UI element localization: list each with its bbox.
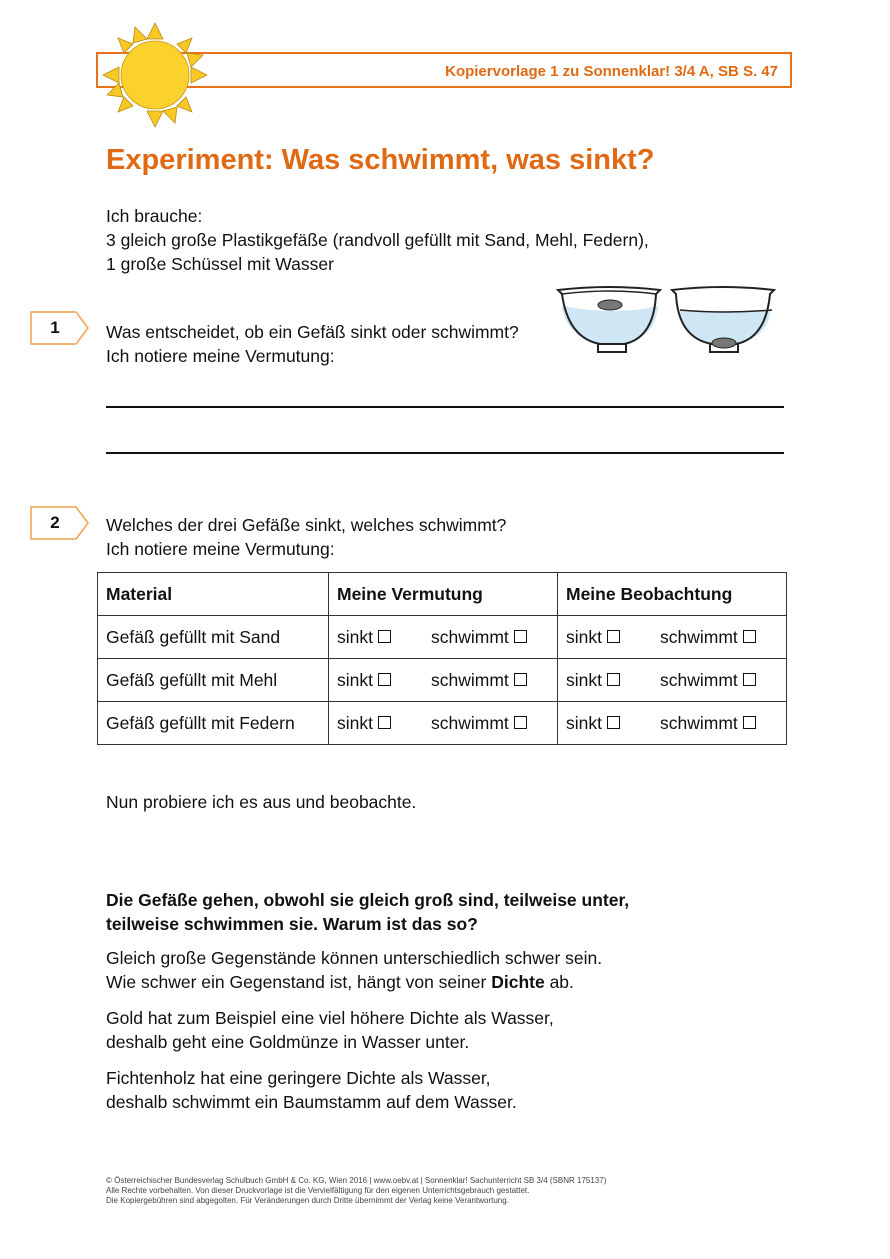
checkbox[interactable] bbox=[743, 630, 756, 643]
sink-option[interactable] bbox=[566, 670, 660, 691]
explanation-paragraph bbox=[106, 1006, 554, 1054]
task-instruction: Ich notiere meine Vermutung: bbox=[106, 539, 335, 559]
question-line: Die Gefäße gehen, obwohl sie gleich groß sind, teilweise unter, bbox=[106, 890, 630, 910]
paragraph-line: Gleich große Gegenstände können unterschiedlich schwer sein. bbox=[106, 948, 603, 968]
paragraph-line bbox=[106, 970, 602, 994]
table-row bbox=[98, 616, 787, 659]
material-cell: Gefäß gefüllt mit Sand bbox=[98, 616, 329, 659]
observation-cell bbox=[558, 702, 787, 745]
materials-list bbox=[106, 204, 649, 276]
checkbox[interactable] bbox=[514, 716, 527, 729]
answer-line[interactable] bbox=[106, 406, 784, 408]
option-label: sinkt bbox=[337, 712, 373, 733]
checkbox[interactable] bbox=[607, 673, 620, 686]
table-row bbox=[98, 659, 787, 702]
materials-line: 3 gleich große Plastikgefäße (randvoll gefüllt mit Sand, Mehl, Federn), bbox=[106, 230, 649, 250]
material-cell: Gefäß gefüllt mit Federn bbox=[98, 702, 329, 745]
option-label: schwimmt bbox=[431, 712, 509, 733]
task-number: 1 bbox=[50, 318, 60, 337]
page-title: Experiment: Was schwimmt, was sinkt? bbox=[106, 144, 655, 176]
float-option[interactable] bbox=[431, 627, 527, 648]
option-label: schwimmt bbox=[660, 626, 738, 647]
sun-icon bbox=[100, 20, 210, 130]
checkbox[interactable] bbox=[607, 716, 620, 729]
footer-line: © Österreichischer Bundesverlag Schulbuch GmbH & Co. KG, Wien 2016 | www.oebv.at | Sonnenklar! Sachunterricht SB 3/4 (SBNR 175137) bbox=[106, 1176, 607, 1185]
footer-line: Die Kopiergebühren sind abgegolten. Für Veränderungen durch Dritte übernimmt der Verlag keine Verantwortung. bbox=[106, 1196, 509, 1205]
explanation-paragraph bbox=[106, 946, 602, 994]
table-header: Meine Beobachtung bbox=[558, 573, 787, 616]
option-label: sinkt bbox=[337, 626, 373, 647]
table-row bbox=[98, 702, 787, 745]
task-number: 2 bbox=[50, 513, 60, 532]
observation-cell bbox=[558, 616, 787, 659]
materials-line: 1 große Schüssel mit Wasser bbox=[106, 254, 334, 274]
sink-option[interactable] bbox=[566, 713, 660, 734]
table-header-row bbox=[98, 573, 787, 616]
task-instruction: Ich notiere meine Vermutung: bbox=[106, 346, 335, 366]
checkbox[interactable] bbox=[514, 673, 527, 686]
guess-cell bbox=[329, 702, 558, 745]
material-cell: Gefäß gefüllt mit Mehl bbox=[98, 659, 329, 702]
paragraph-line: Fichtenholz hat eine geringere Dichte als Wasser, bbox=[106, 1068, 491, 1088]
task-2-marker bbox=[30, 506, 90, 540]
highlight-term: Dichte bbox=[491, 972, 545, 992]
footer bbox=[106, 1176, 606, 1206]
try-text: Nun probiere ich es aus und beobachte. bbox=[106, 792, 417, 812]
float-option[interactable] bbox=[660, 713, 756, 734]
checkbox[interactable] bbox=[514, 630, 527, 643]
answer-line[interactable] bbox=[106, 452, 784, 454]
sink-option[interactable] bbox=[337, 627, 431, 648]
float-option[interactable] bbox=[431, 670, 527, 691]
option-label: sinkt bbox=[566, 712, 602, 733]
guess-cell bbox=[329, 616, 558, 659]
option-label: sinkt bbox=[566, 626, 602, 647]
float-option[interactable] bbox=[660, 670, 756, 691]
question-line: teilweise schwimmen sie. Warum ist das so? bbox=[106, 914, 478, 934]
checkbox[interactable] bbox=[743, 716, 756, 729]
paragraph-line: deshalb schwimmt ein Baumstamm auf dem Wasser. bbox=[106, 1092, 517, 1112]
observation-table bbox=[97, 572, 787, 745]
observation-cell bbox=[558, 659, 787, 702]
try-instruction bbox=[106, 790, 416, 814]
option-label: schwimmt bbox=[660, 712, 738, 733]
task-question: Was entscheidet, ob ein Gefäß sinkt oder schwimmt? bbox=[106, 322, 519, 342]
task-2 bbox=[106, 513, 506, 561]
header-label: Kopiervorlage 1 zu Sonnenklar! 3/4 A, SB S. 47 bbox=[445, 63, 778, 80]
explanation-paragraph bbox=[106, 1066, 517, 1114]
option-label: sinkt bbox=[566, 669, 602, 690]
checkbox[interactable] bbox=[743, 673, 756, 686]
option-label: sinkt bbox=[337, 669, 373, 690]
bowls-illustration bbox=[554, 284, 778, 360]
materials-heading: Ich brauche: bbox=[106, 206, 203, 226]
sink-option[interactable] bbox=[337, 670, 431, 691]
float-option[interactable] bbox=[431, 713, 527, 734]
sink-option[interactable] bbox=[566, 627, 660, 648]
table-header: Meine Vermutung bbox=[329, 573, 558, 616]
paragraph-line: Gold hat zum Beispiel eine viel höhere Dichte als Wasser, bbox=[106, 1008, 554, 1028]
footer-line: Alle Rechte vorbehalten. Von dieser Druckvorlage ist die Vervielfältigung für den eigenen Unterrichtsgebrauch gestattet. bbox=[106, 1186, 530, 1195]
explanation-question bbox=[106, 888, 629, 936]
guess-cell bbox=[329, 659, 558, 702]
text-span: Wie schwer ein Gegenstand ist, hängt von seiner bbox=[106, 972, 492, 992]
checkbox[interactable] bbox=[607, 630, 620, 643]
task-1-marker bbox=[30, 311, 90, 345]
option-label: schwimmt bbox=[660, 669, 738, 690]
task-1 bbox=[106, 320, 519, 368]
checkbox[interactable] bbox=[378, 673, 391, 686]
option-label: schwimmt bbox=[431, 669, 509, 690]
text-span: ab. bbox=[544, 972, 574, 992]
paragraph-line: deshalb geht eine Goldmünze in Wasser unter. bbox=[106, 1032, 470, 1052]
checkbox[interactable] bbox=[378, 716, 391, 729]
task-question: Welches der drei Gefäße sinkt, welches schwimmt? bbox=[106, 515, 507, 535]
option-label: schwimmt bbox=[431, 626, 509, 647]
checkbox[interactable] bbox=[378, 630, 391, 643]
table-header: Material bbox=[98, 573, 329, 616]
sink-option[interactable] bbox=[337, 713, 431, 734]
float-option[interactable] bbox=[660, 627, 756, 648]
